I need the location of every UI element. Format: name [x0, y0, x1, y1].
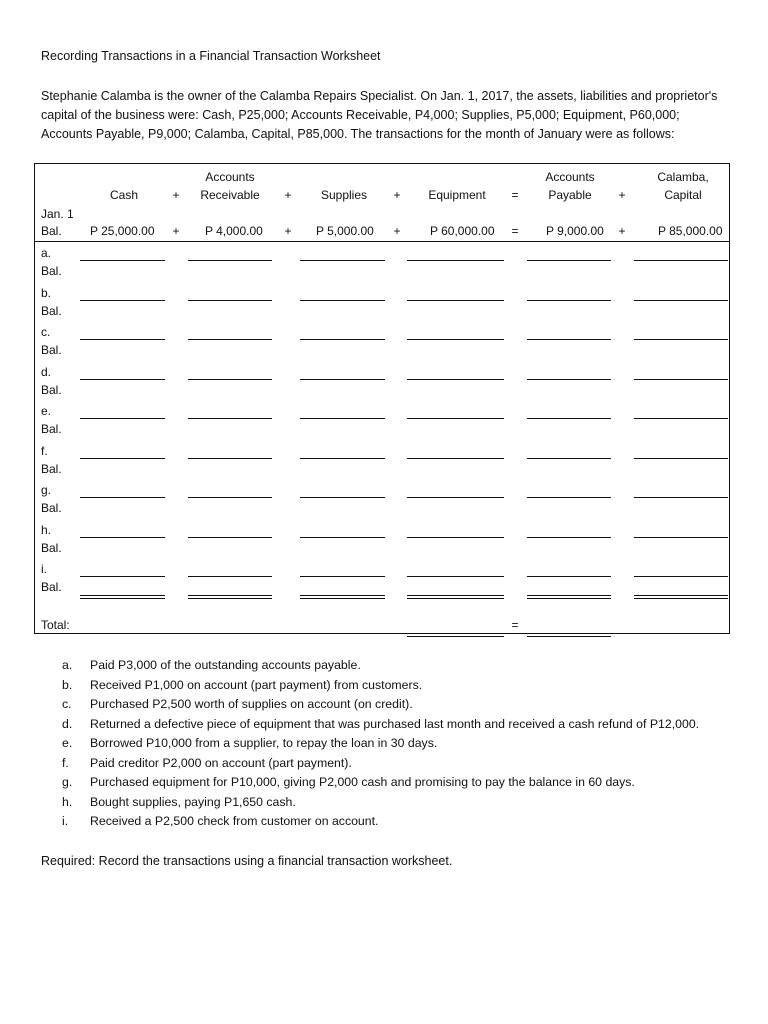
entry-blank-line: [80, 339, 165, 340]
entry-blank-line: [80, 418, 165, 419]
total-equals: =: [511, 618, 519, 632]
total-line-accounts-payable: [527, 636, 611, 637]
opening-supplies: P 5,000.00: [316, 224, 374, 238]
transaction-text: Returned a defective piece of equipment that was purchased last month and received a cash refund of P12,000.: [90, 716, 700, 731]
final-balance-double-line: [634, 598, 728, 599]
header-cash: Cash: [109, 188, 139, 202]
entry-blank-line: [188, 537, 272, 538]
transaction-text: Bought supplies, paying P1,650 cash.: [90, 794, 296, 809]
opening-cash: P 25,000.00: [90, 224, 155, 238]
entry-blank-line: [300, 339, 385, 340]
transaction-key: d.: [62, 716, 73, 731]
entry-blank-line: [527, 537, 611, 538]
entry-blank-line: [300, 537, 385, 538]
balance-row-label: Bal.: [41, 422, 62, 436]
transaction-key: f.: [62, 755, 69, 770]
entry-blank-line: [634, 537, 728, 538]
transaction-key: a.: [62, 658, 73, 672]
entry-blank-line: [634, 379, 728, 380]
header-accounts-receivable-line1: Accounts: [205, 170, 255, 184]
final-balance-double-line: [300, 595, 385, 596]
entry-blank-line: [80, 497, 165, 498]
opening-capital: P 85,000.00: [658, 224, 723, 238]
header-equals: =: [511, 188, 519, 202]
entry-blank-line: [300, 458, 385, 459]
entry-blank-line: [634, 458, 728, 459]
transaction-text: Paid creditor P2,000 on account (part payment).: [90, 755, 352, 770]
balance-row-label: Bal.: [41, 303, 62, 318]
transaction-row-label: f.: [41, 443, 48, 458]
entry-blank-line: [634, 339, 728, 340]
balance-row-label: Bal.: [41, 461, 62, 476]
final-balance-double-line: [188, 598, 272, 599]
header-plus: +: [284, 188, 292, 202]
balance-row-label: Bal.: [41, 264, 62, 278]
entry-blank-line: [527, 576, 611, 577]
required-instruction: Required: Record the transactions using a financial transaction worksheet.: [41, 854, 453, 868]
final-balance-double-line: [188, 595, 272, 596]
entry-blank-line: [634, 260, 728, 261]
transaction-row-label: b.: [41, 285, 52, 300]
total-line-equipment: [407, 636, 504, 637]
entry-blank-line: [80, 576, 165, 577]
entry-blank-line: [80, 537, 165, 538]
entry-blank-line: [188, 300, 272, 301]
header-plus: +: [393, 188, 401, 202]
opening-accounts-receivable: P 4,000.00: [205, 224, 263, 238]
entry-blank-line: [188, 497, 272, 498]
entry-blank-line: [188, 379, 272, 380]
transaction-row-label: a.: [41, 246, 52, 260]
transaction-text: Purchased P2,500 worth of supplies on account (on credit).: [90, 697, 413, 711]
transaction-row-label: g.: [41, 483, 52, 497]
entry-blank-line: [634, 497, 728, 498]
entry-blank-line: [300, 300, 385, 301]
opening-accounts-payable: P 9,000.00: [546, 224, 604, 238]
entry-blank-line: [80, 300, 165, 301]
entry-blank-line: [634, 576, 728, 577]
total-label: Total:: [41, 618, 70, 632]
balance-row-label: Bal.: [41, 580, 62, 594]
transaction-key: b.: [62, 677, 73, 692]
entry-blank-line: [527, 300, 611, 301]
entry-blank-line: [80, 379, 165, 380]
transaction-text: Received a P2,500 check from customer on account.: [90, 814, 379, 828]
final-balance-double-line: [407, 598, 504, 599]
final-balance-double-line: [300, 598, 385, 599]
entry-blank-line: [407, 537, 504, 538]
balance-row-label: Bal.: [41, 382, 62, 397]
header-capital-line1: Calamba,: [657, 170, 709, 184]
opening-plus: +: [284, 224, 292, 238]
entry-blank-line: [188, 576, 272, 577]
entry-blank-line: [300, 576, 385, 577]
transaction-key: c.: [62, 697, 72, 711]
balance-row-label: Bal.: [41, 540, 62, 555]
entry-blank-line: [300, 379, 385, 380]
transaction-text: Borrowed P10,000 from a supplier, to repay the loan in 30 days.: [90, 736, 438, 750]
entry-blank-line: [527, 497, 611, 498]
entry-blank-line: [407, 458, 504, 459]
transaction-row-label: c.: [41, 325, 51, 339]
transaction-row-label: e.: [41, 404, 52, 418]
header-accounts-payable-line2: Payable: [548, 188, 592, 202]
entry-blank-line: [188, 418, 272, 419]
opening-plus: +: [393, 224, 401, 238]
entry-blank-line: [634, 300, 728, 301]
header-plus: +: [172, 188, 180, 202]
entry-blank-line: [407, 497, 504, 498]
opening-plus: +: [618, 224, 626, 238]
final-balance-double-line: [634, 595, 728, 596]
entry-blank-line: [80, 458, 165, 459]
transaction-key: h.: [62, 794, 73, 809]
final-balance-double-line: [527, 598, 611, 599]
entry-blank-line: [527, 260, 611, 261]
entry-blank-line: [188, 339, 272, 340]
final-balance-double-line: [80, 595, 165, 596]
entry-blank-line: [407, 300, 504, 301]
entry-blank-line: [527, 339, 611, 340]
transaction-text: Purchased equipment for P10,000, giving P2,000 cash and promising to pay the balance in 60 days.: [90, 775, 635, 789]
opening-bal-label: Bal.: [41, 224, 62, 238]
entry-blank-line: [407, 576, 504, 577]
entry-blank-line: [188, 260, 272, 261]
header-equipment: Equipment: [428, 188, 486, 202]
header-supplies: Supplies: [320, 188, 368, 202]
entry-blank-line: [527, 458, 611, 459]
header-accounts-receivable-line2: Receivable: [200, 188, 260, 202]
entry-blank-line: [300, 497, 385, 498]
transaction-key: g.: [62, 775, 73, 789]
final-balance-double-line: [527, 595, 611, 596]
header-separator-line: [34, 241, 730, 242]
balance-row-label: Bal.: [41, 501, 62, 515]
entry-blank-line: [527, 379, 611, 380]
header-plus: +: [618, 188, 626, 202]
entry-blank-line: [407, 260, 504, 261]
entry-blank-line: [188, 458, 272, 459]
header-accounts-payable-line1: Accounts: [545, 170, 595, 184]
entry-blank-line: [407, 418, 504, 419]
transaction-key: e.: [62, 736, 73, 750]
entry-blank-line: [407, 339, 504, 340]
intro-line: Stephanie Calamba is the owner of the Calamba Repairs Specialist. On Jan. 1, 2017, the assets, liabilities and proprietor's: [41, 89, 718, 103]
opening-equals: =: [511, 224, 519, 238]
transaction-key: i.: [62, 814, 69, 828]
final-balance-double-line: [80, 598, 165, 599]
entry-blank-line: [300, 260, 385, 261]
entry-blank-line: [407, 379, 504, 380]
opening-equipment: P 60,000.00: [430, 224, 495, 238]
opening-date-label: Jan. 1: [41, 207, 74, 221]
header-capital-line2: Capital: [664, 188, 702, 202]
intro-line: capital of the business were: Cash, P25,000; Accounts Receivable, P4,000; Supplies, P5,000; Equipment, P60,000;: [41, 108, 680, 122]
transaction-row-label: i.: [41, 562, 47, 576]
transaction-text: Received P1,000 on account (part payment) from customers.: [90, 677, 423, 692]
entry-blank-line: [634, 418, 728, 419]
entry-blank-line: [80, 260, 165, 261]
intro-line: Accounts Payable, P9,000; Calamba, Capital, P85,000. The transactions for the month of January were as follows:: [41, 127, 675, 141]
worksheet-title: Recording Transactions in a Financial Transaction Worksheet: [41, 49, 381, 63]
balance-row-label: Bal.: [41, 343, 62, 357]
transaction-row-label: d.: [41, 364, 52, 379]
entry-blank-line: [300, 418, 385, 419]
final-balance-double-line: [407, 595, 504, 596]
transaction-text: Paid P3,000 of the outstanding accounts payable.: [90, 658, 361, 672]
transaction-row-label: h.: [41, 522, 52, 537]
opening-plus: +: [172, 224, 180, 238]
entry-blank-line: [527, 418, 611, 419]
